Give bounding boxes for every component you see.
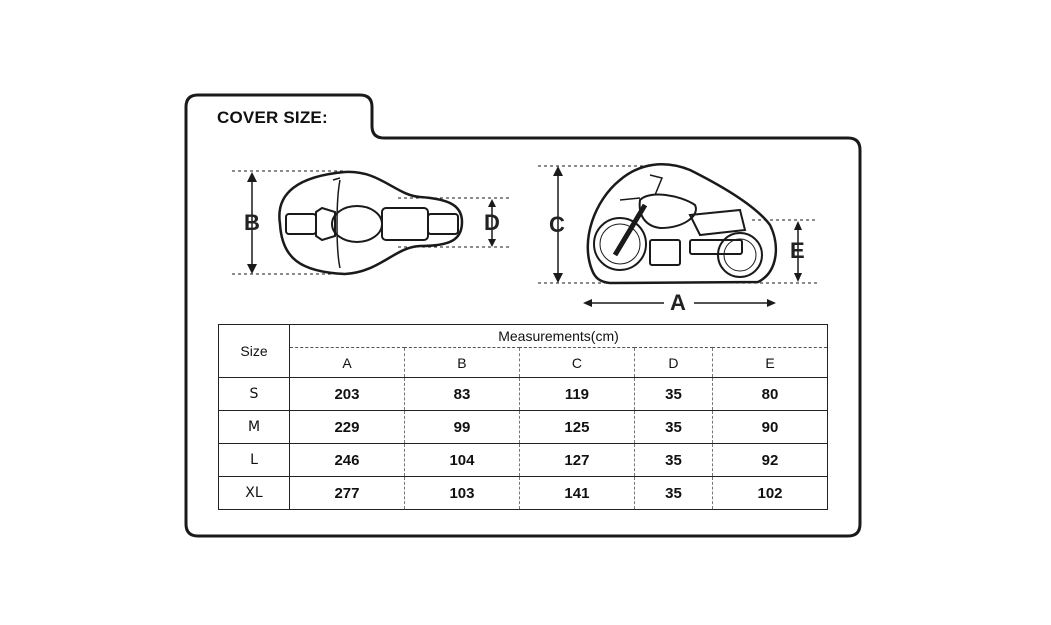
column-header-b: B [404,348,519,378]
size-header: Size [219,325,290,378]
value-cell: 99 [404,411,519,444]
table-header-row [219,325,828,348]
measurements-header: Measurements(cm) [290,325,828,348]
value-cell: 125 [519,411,634,444]
value-cell: 35 [634,444,712,477]
table-subheader-row [219,348,828,378]
value-cell: 103 [404,477,519,510]
value-cell: 80 [713,378,828,411]
table-row [219,444,828,477]
value-cell: 102 [713,477,828,510]
value-cell: 90 [713,411,828,444]
size-cell: L [219,444,290,477]
size-cell: XL [219,477,290,510]
table-row [219,477,828,510]
value-cell: 104 [404,444,519,477]
dimension-label-e: E [790,238,805,263]
value-cell: 203 [290,378,405,411]
dimension-label-d: D [484,210,500,235]
value-cell: 119 [519,378,634,411]
dimension-label-b: B [244,210,260,235]
value-cell: 127 [519,444,634,477]
size-cell: M [219,411,290,444]
value-cell: 141 [519,477,634,510]
column-header-d: D [634,348,712,378]
dimension-label-c: C [549,212,565,237]
value-cell: 246 [290,444,405,477]
value-cell: 35 [634,378,712,411]
column-header-a: A [290,348,405,378]
value-cell: 35 [634,477,712,510]
side-view-diagram [538,164,818,307]
column-header-e: E [713,348,828,378]
value-cell: 83 [404,378,519,411]
value-cell: 277 [290,477,405,510]
size-table [218,324,828,510]
top-view-diagram [232,171,512,274]
page-title: COVER SIZE: [217,108,328,127]
column-header-c: C [519,348,634,378]
value-cell: 35 [634,411,712,444]
table-row [219,378,828,411]
size-cell: S [219,378,290,411]
value-cell: 229 [290,411,405,444]
dimension-label-a: A [670,290,686,315]
table-row [219,411,828,444]
value-cell: 92 [713,444,828,477]
